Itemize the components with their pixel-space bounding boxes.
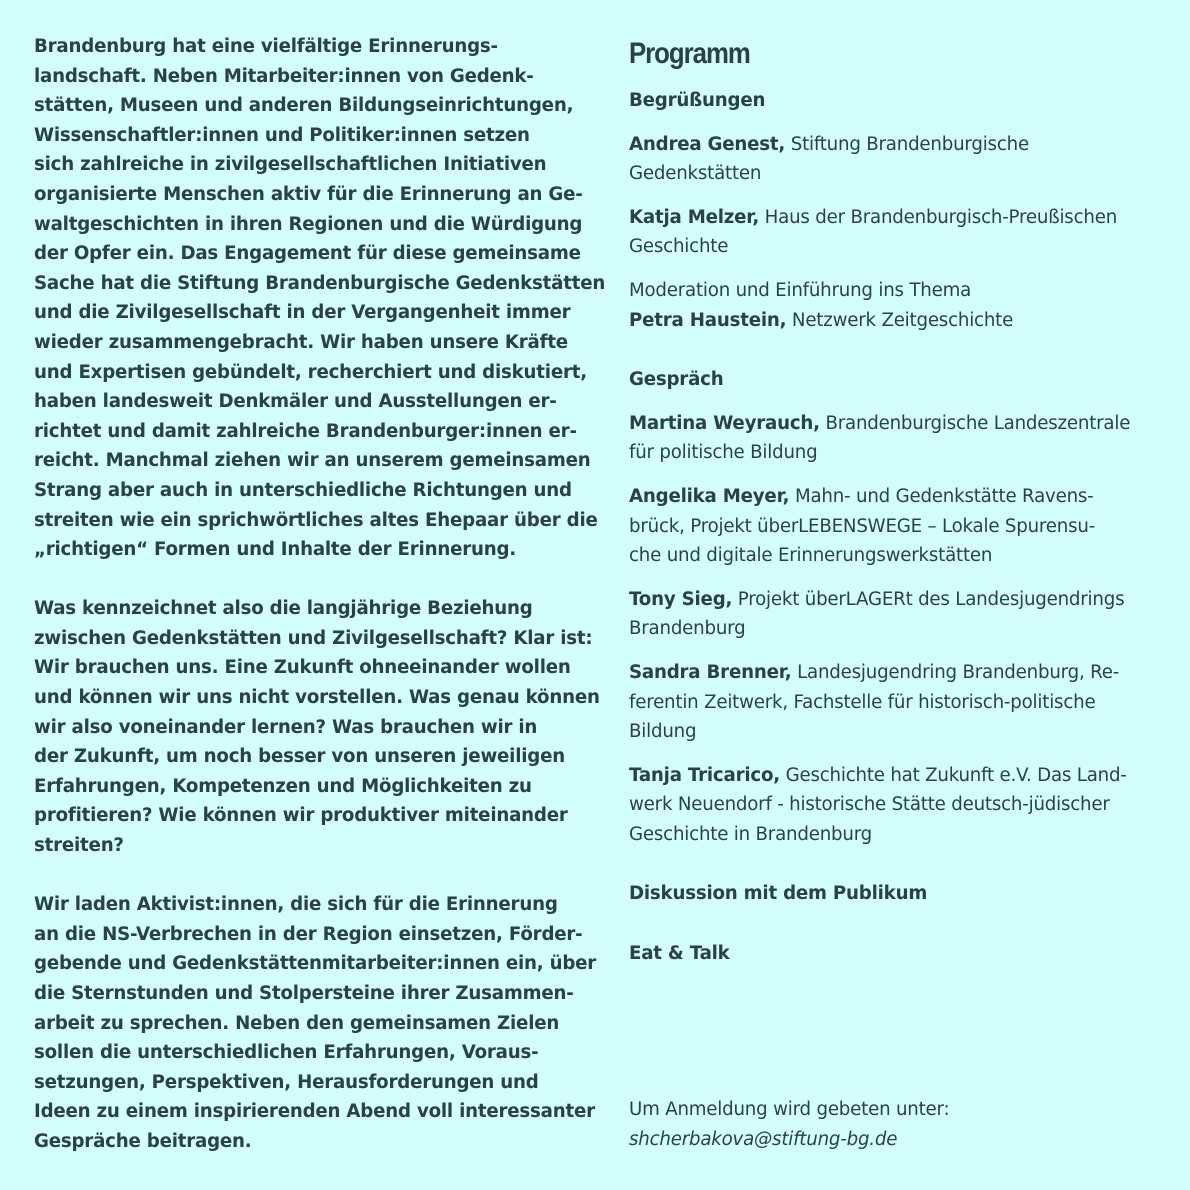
text-line: Strang aber auch in unterschiedliche Richtungen und: [34, 479, 572, 501]
affiliation-text: Projekt überLAGERt des Landesjugendrings: [732, 588, 1125, 610]
text-line: Brandenburg hat eine vielfältige Erinnerungs-: [34, 36, 498, 57]
person-name: Sandra Brenner,: [629, 661, 792, 683]
greeting-entry: [629, 203, 1149, 262]
text-line: wieder zusammengebracht. Wir haben unsere Kräfte: [34, 331, 568, 353]
moderator-org: Netzwerk Zeitgeschichte: [786, 309, 1014, 331]
discussion-heading: Diskussion mit dem Publikum: [629, 883, 928, 905]
intro-text: [34, 32, 606, 1157]
talk-heading: Gespräch: [629, 369, 724, 391]
affiliation-text: Geschichte: [629, 236, 729, 258]
speaker-entry: [629, 761, 1149, 850]
affiliation-text: brück, Projekt überLEBENSWEGE – Lokale Spurensu-: [629, 515, 1096, 537]
affiliation-text: Landesjugendring Brandenburg, Re-: [791, 661, 1120, 683]
moderation-label: Moderation und Einführung ins Thema: [629, 279, 972, 301]
speakers-list: [629, 409, 1149, 850]
person-name: Angelika Meyer,: [629, 485, 790, 507]
text-line: der Opfer ein. Das Engagement für diese gemeinsame: [34, 243, 581, 265]
person-name: Martina Weyrauch,: [629, 412, 820, 434]
text-line: und Expertisen gebündelt, recherchiert und diskutiert,: [34, 361, 587, 383]
text-line: Erfahrungen, Kompetenzen und Möglichkeiten zu: [34, 775, 532, 797]
text-line: und können wir uns nicht vorstellen. Was genau können: [34, 687, 600, 709]
text-line: Sache hat die Stiftung Brandenburgische Gedenkstätten: [34, 272, 606, 294]
affiliation-text: Geschichte hat Zukunft e.V. Das Land-: [779, 764, 1127, 786]
text-line: reicht. Manchmal ziehen wir an unserem gemeinsamen: [34, 450, 591, 472]
text-line: setzungen, Perspektiven, Herausforderungen und: [34, 1071, 539, 1093]
affiliation-text: Haus der Brandenburgisch-Preußischen: [759, 206, 1118, 228]
affiliation-text: Mahn- und Gedenkstätte Ravens-: [789, 485, 1094, 507]
affiliation-text: Brandenburg: [629, 618, 746, 640]
program-title: Programm: [629, 37, 750, 70]
moderation-entry: [629, 276, 1149, 335]
text-line: Wissenschaftler:innen und Politiker:innen setzen: [34, 124, 530, 146]
greetings-list: [629, 130, 1149, 262]
text-line: Ideen zu einem inspirierenden Abend voll interessanter: [34, 1101, 595, 1123]
text-line: waltgeschichten in ihren Regionen und die Würdigung: [34, 213, 583, 235]
affiliation-text: Geschichte in Brandenburg: [629, 823, 872, 845]
text-line: Gespräche beitragen.: [34, 1130, 252, 1152]
program-column: [629, 34, 1149, 969]
text-line: profitieren? Wie können wir produktiver miteinander: [34, 805, 568, 827]
person-name: Andrea Genest,: [629, 133, 786, 155]
person-name: Katja Melzer,: [629, 206, 760, 228]
text-line: richtet und damit zahlreiche Brandenburger:innen er-: [34, 420, 577, 442]
affiliation-text: ferentin Zeitwerk, Fachstelle für historisch-politische: [629, 691, 1096, 713]
eat-talk-heading: Eat & Talk: [629, 943, 730, 965]
text-line: „richtigen“ Formen und Inhalte der Erinnerung.: [34, 539, 517, 561]
affiliation-text: Gedenkstätten: [629, 163, 762, 185]
speaker-entry: [629, 482, 1149, 571]
text-line: Was kennzeichnet also die langjährige Beziehung: [34, 598, 533, 620]
text-line: zwischen Gedenkstätten und Zivilgesellschaft? Klar ist:: [34, 627, 593, 649]
text-line: wir also voneinander lernen? Was brauchen wir in: [34, 716, 538, 738]
text-line: die Sternstunden und Stolpersteine ihrer Zusammen-: [34, 983, 574, 1004]
text-line: streiten wie ein sprichwörtliches altes Ehepaar über die: [34, 509, 598, 531]
text-line: sich zahlreiche in zivilgesellschaftlichen Initiativen: [34, 154, 547, 176]
affiliation-text: Bildung: [629, 721, 697, 743]
registration-block: [629, 1095, 1149, 1154]
text-line: Wir laden Aktivist:innen, die sich für die Erinnerung: [34, 894, 558, 916]
text-line: landschaft. Neben Mitarbeiter:innen von Gedenk-: [34, 65, 534, 87]
text-line: und die Zivilgesellschaft in der Vergangenheit immer: [34, 302, 571, 324]
speaker-entry: [629, 409, 1149, 468]
text-line: arbeit zu sprechen. Neben den gemeinsamen Zielen: [34, 1012, 560, 1034]
text-line: der Zukunft, um noch besser von unseren jeweiligen: [34, 746, 565, 768]
person-name: Tanja Tricarico,: [629, 764, 780, 786]
greeting-entry: [629, 130, 1149, 189]
text-line: Wir brauchen uns. Eine Zukunft ohneeinander wollen: [34, 657, 571, 679]
moderator-name: Petra Haustein,: [629, 309, 787, 331]
affiliation-text: Brandenburgische Landeszentrale: [819, 412, 1131, 434]
text-line: organisierte Menschen aktiv für die Erinnerung an Ge-: [34, 183, 583, 205]
affiliation-text: Stiftung Brandenburgische: [785, 133, 1029, 155]
speaker-entry: [629, 585, 1149, 644]
text-line: gebende und Gedenkstättenmitarbeiter:innen ein, über: [34, 953, 597, 975]
text-line: haben landesweit Denkmäler und Ausstellungen er-: [34, 391, 557, 413]
registration-label: Um Anmeldung wird gebeten unter:: [629, 1099, 950, 1120]
affiliation-text: für politische Bildung: [629, 442, 818, 464]
person-name: Tony Sieg,: [629, 588, 733, 610]
intro-paragraph-3: [34, 890, 597, 1156]
text-line: sollen die unterschiedlichen Erfahrungen, Voraus-: [34, 1042, 539, 1064]
intro-paragraph-1: [34, 32, 606, 565]
text-line: an die NS-Verbrechen in der Region einsetzen, Förder-: [34, 923, 583, 945]
registration-email[interactable]: shcherbakova@stiftung-bg.de: [629, 1128, 898, 1150]
speaker-entry: [629, 658, 1149, 747]
greetings-heading: Begrüßungen: [629, 90, 766, 111]
intro-paragraph-2: [34, 594, 600, 860]
affiliation-text: che und digitale Erinnerungswerkstätten: [629, 545, 993, 567]
text-line: streiten?: [34, 835, 124, 857]
affiliation-text: werk Neuendorf - historische Stätte deutsch-jüdischer: [629, 794, 1110, 816]
text-line: stätten, Museen und anderen Bildungseinrichtungen,: [34, 95, 574, 117]
